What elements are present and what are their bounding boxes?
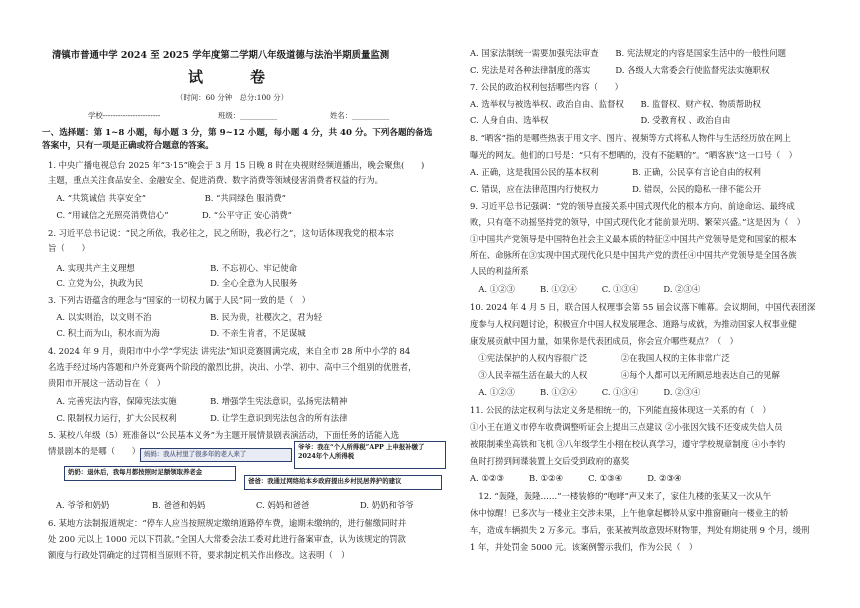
question-line: 人民的利益所系: [470, 266, 529, 276]
question-line: 5. 某校八年级（5）班准备以“公民基本义务”为主题开展情景剧表演活动，下面任务的话能入选: [48, 430, 400, 440]
question-line: 3. 下列古语蕴含的理念与“国家的一切权力属于人民”同一致的是（ ）: [48, 295, 311, 305]
q5-option-a: A. 爷爷和奶奶: [56, 500, 110, 510]
question-line: 额度与行政处罚确定的过罚相当原则不符，要求制定机关作出修改。这表明（ ）: [48, 550, 350, 560]
question-line: 名选手经过场内答题和户外竞赛两个阶段的激烈比拼，决出、小学、初中、高中三个组别的优胜者，: [48, 362, 417, 372]
speech-box-grandpa: 爷爷：我在“个人所得税”APP 上申报补缴了 2024年个人所得税: [294, 441, 446, 469]
question-line: 12. “轰隆，轰隆……”一楼装修的“咆哮”声又来了，家住九楼的张某又一次从午: [470, 491, 772, 501]
question-line: 旨（ ）: [48, 243, 90, 253]
statement-line: ①宪法保护的人权内容很广泛 ②在我国人权的主体非常广泛: [470, 353, 730, 363]
question-line: ①中国共产党领导是中国特色社会主义最本质的特征②中国共产党领导是党和国家的根本: [470, 234, 797, 244]
statement-line: 被限制乘坐高铁和飞机 ③八年级学生小栩在校认真学习，遵守学校规章制度 ④小李钓: [470, 439, 786, 449]
question-line: 4. 2024 年 9 月，贵阳市中小学“学宪法 讲宪法”知识竞赛圆满完成，来自全市 28 所中小学的 84: [48, 346, 411, 356]
question-line: 曝光的网友。他们的口号是：“只有不想晒的，没有不能晒的”。“晒客族”这一口号（ ）: [470, 150, 797, 160]
question-line: 10. 2024 年 4 月 5 日，联合国人权理事会第 55 届会议落下帷幕。会议期间，中国代表团深: [470, 302, 816, 312]
question-line: 车，造成车辆损失 2 万多元。事后，张某被判故意毁坏财物罪，判处有期徒刑 9 个月，缓刑: [470, 525, 810, 535]
option-line: A. ①②③ B. ①②④ C. ①③④ D. ②③④: [470, 387, 701, 397]
question-line: 康发展贡献中国力量，如果你是代表团成员，你会宣介哪些观点？（ ）: [470, 336, 738, 346]
option-line: C. “用诚信之光照亮消费信心” D. “公平守正 安心消费”: [48, 210, 292, 220]
section-heading-line1: 一、选择题：第 1~8 小题，每小题 3 分，第 9~12 小题，每小题 4 分，共 40 分。下列各题的备选: [42, 128, 433, 138]
question-line: 败，只有毫不动摇坚持党的领导，中国式现代化才能前景光明、繁荣兴盛。”这是因为（ ）: [470, 217, 806, 227]
option-line: A. 实现共产主义理想 B. 不忘初心、牢记使命: [48, 263, 297, 273]
option-line: A. “共筑诚信 共享安全” B. “共同绿色 服消费”: [48, 193, 286, 203]
option-line: C. 宪法是对各种法律制度的落实 D. 各级人大常委会行使监督宪法实施职权: [470, 65, 770, 75]
option-line: C. 人身自由、选举权 D. 受教育权 、政治自由: [470, 115, 731, 125]
question-line: 11. 公民的法定权利与法定义务是相统一的，下列能直接体现这一关系的有（ ）: [470, 405, 771, 415]
statement-line: ③人民幸福生活在最大的人权 ④每个人都可以无所顾忌地表达自己的见解: [470, 370, 780, 380]
option-line: A. 国家法制统一需要加强宪法审查 B. 宪法规定的内容是国家生活中的一般性问题: [470, 48, 786, 58]
question-line: 处 200 元以上 1000 元以下罚款。”全国人大常委会法工委对此进行备案审查，认为该规定的罚款: [48, 534, 406, 544]
question-line: 1 年，并处罚金 5000 元。该案例警示我们，作为公民（ ）: [470, 542, 698, 552]
question-line: 8. “晒客”指的是哪些热衷于用文字、图片、视频等方式将私人物件与生活经历放在网上: [470, 133, 791, 143]
school-field[interactable]: 学校-----------------------: [88, 111, 161, 120]
option-line: C. 积土而为山，积水而为海 D. 不亲生肯者，不足谋城: [48, 328, 306, 338]
option-line: C. 立党为公，执政为民 D. 全心全意为人民服务: [48, 278, 298, 288]
question-line: 情景剧本的是哪（ ）: [48, 446, 141, 456]
question-line: 贵阳市开展这一活动旨在（ ）: [48, 378, 166, 388]
option-line: C. 限制权力运行，扩大公民权利 D. 让学生意识到宪法包含的所有法律: [48, 413, 348, 423]
option-line: A. 完善宪法内容，保障宪法实施 B. 增强学生宪法意识，弘扬宪法精神: [48, 396, 348, 406]
option-line: A. 选举权与被选举权、政治自由、监督权 B. 监督权、财产权、物质帮助权: [470, 99, 761, 109]
question-line: 6. 某地方法制报道规定：“停车人应当按照规定缴纳道路停车费，逾期未缴纳的，进行催缴同时并: [48, 518, 407, 528]
statement-line: ①小王在道义市停车收费调整听证会上提出三点建议 ②小张因欠钱不还变成失信人员: [470, 422, 783, 432]
exam-subtitle: 试 卷: [188, 68, 282, 86]
q5-option-b: B. 爸爸和妈妈: [152, 500, 206, 510]
speech-box-dad: 爸爸：我通过网络给本乡政府提出乡村民居养护的建议: [244, 475, 442, 490]
section-heading-line2: 答案中，只有一项是正确或符合题意的答案。: [42, 141, 214, 151]
question-line: 1. 中央广播电视总台 2025 年“3·15”晚会于 3 月 15 日晚 8 时在央视财经频道播出，晚会聚焦( ): [48, 160, 425, 170]
question-line: 休中惊醒！已多次与一楼业主交涉未果，上午他拿起榔铃从家中推窗砸向一楼业主的轿: [470, 508, 789, 518]
option-line: C. 错误，应在法律范围内行使权力 D. 错误，公民的隐私一律不能公开: [470, 184, 762, 194]
statement-line: 鱼时打捞到间谍装置上交后受到政府的嘉奖: [470, 456, 630, 466]
class-field[interactable]: 班级：__________: [218, 111, 278, 120]
question-line: 所在、命脉所在③实现中国式现代化只是中国共产党的责任④中国共产党领导是全国各族: [470, 250, 797, 260]
option-line: A. ①②③ B. ①②④ C. ①③④ D. ②③④: [470, 473, 682, 483]
option-line: A. ①②③ B. ①②④ C. ①③④ D. ②③④: [470, 284, 701, 294]
question-line: 9. 习近平总书记强调：“党的领导直接关系中国式现代化的根本方向、前途命运、最终成: [470, 201, 795, 211]
name-field[interactable]: 姓名：__________: [330, 111, 390, 120]
question-line: 主题，重点关注食品安全、金融安全、促进消费、数字消费等领域侵害消费者权益的行为。: [48, 175, 383, 185]
option-line: A. 正确，这是我国公民的基本权利 B. 正确，公民享有言论自由的权利: [470, 167, 761, 177]
q5-option-d: D. 奶奶和爷爷: [360, 500, 414, 510]
speech-box-grandma: 奶奶：退休后，我每月都按照时足额领取养老金: [64, 466, 236, 481]
time-info: （时间：60 分钟 总分:100 分）: [176, 93, 288, 102]
question-line: 7. 公民的政治权利包括哪些内容（ ）: [470, 82, 624, 92]
exam-title: 清镇市普通中学 2024 至 2025 学年度第二学期八年级道德与法治半期质量监测: [52, 50, 390, 61]
q5-option-c: C. 妈妈和爸爸: [256, 500, 310, 510]
question-line: 度参与人权问题讨论，积极宣介中国人权发展理念、道路与成就，为推动国家人权事业健: [470, 319, 797, 329]
question-line: 2. 习近平总书记说：“民之所依，我必往之，民之所盼，我必行之”，这句话体现我党的根本宗: [48, 228, 394, 238]
speech-box-mom: 妈妈：我从村里了很多年的老人来了: [140, 448, 292, 462]
option-line: A. 以实则治，以文则不治 B. 民为贵，社稷次之，君为轻: [48, 312, 323, 322]
